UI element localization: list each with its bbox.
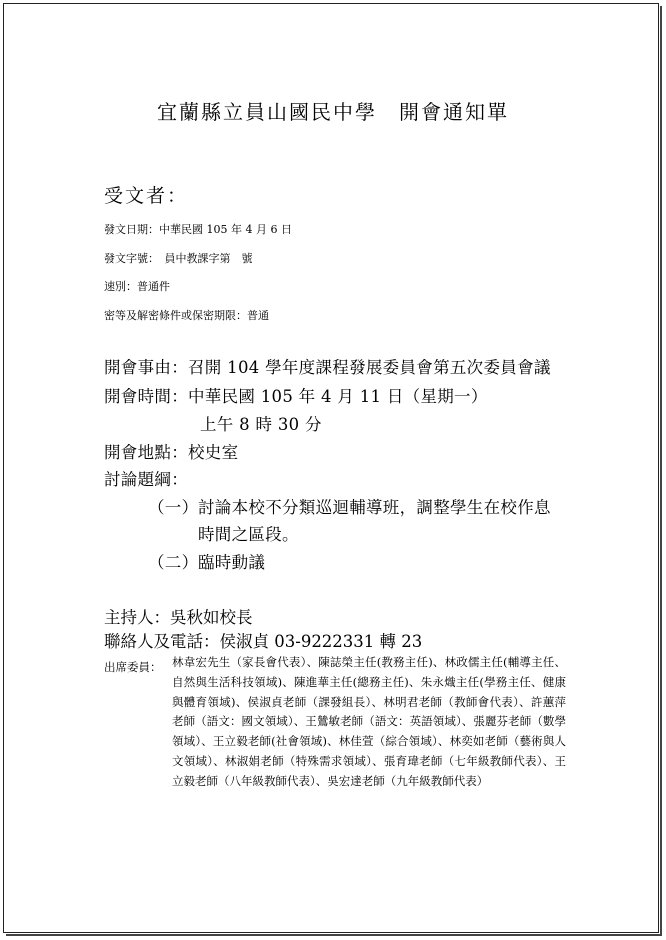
contact-info: 聯絡人及電話：侯淑貞 03-9222331 轉 23: [104, 632, 423, 651]
attendees-list: 林韋宏先生（家長會代表）、陳誌榮主任(教務主任)、林政儒主任(輔導主任、自然與生活科技領域)、陳進華主任(總務主任)、朱永熾主任(學務主任、健康與體育領域)、侯淑貞老師（課發組長）、林明君老師（教師會代表）、許蕙萍老師（語文：國文領域）、王鷥敏老師（語文：英語領域）、張麗芬老師（數學領域）、王立毅老師(社會領域)、林佳萱（綜合領域）、林奕如老師（藝術與人文領域）、林淑娟老師（特殊需求領域）、張育瑋老師（七年級教師代表）、王立毅老師（八年級教師代表）、吳宏達老師（九年級教師代表）: [172, 655, 566, 788]
security-level: 密等及解密條件或保密期限：普通: [104, 309, 269, 322]
agenda-item-text-cont: 時間之區段。: [198, 525, 299, 544]
issue-date: 發文日期：中華民國 105 年 4 月 6 日: [104, 223, 292, 236]
agenda-item-text: 臨時動議: [198, 553, 266, 572]
agenda-item-text: 討論本校不分類巡迴輔導班，調整學生在校作息: [198, 498, 551, 517]
recipient-label: 受文者：: [104, 185, 189, 207]
page-title: [0, 96, 666, 125]
page-border: [3, 3, 659, 933]
agenda-label: 討論題綱：: [104, 470, 188, 489]
school-name: 宜蘭縣立員山國民中學: [157, 100, 377, 124]
meeting-subject: 開會事由：召開 104 學年度課程發展委員會第五次委員會議: [104, 358, 551, 377]
agenda-item-number: （一）: [148, 498, 199, 517]
document-number: 發文字號： 員中教課字第 號: [104, 252, 253, 265]
meeting-time: 開會時間：中華民國 105 年 4 月 11 日（星期一）: [104, 387, 488, 406]
meeting-host: 主持人：吳秋如校長: [104, 608, 253, 627]
agenda-item-number: （二）: [148, 553, 199, 572]
attendees-label: 出席委員：: [104, 660, 162, 674]
meeting-place: 開會地點：校史室: [104, 443, 239, 462]
document-type: 開會通知單: [399, 100, 509, 124]
meeting-time-hour: 上午 8 時 30 分: [200, 415, 322, 434]
delivery-speed: 速別：普通件: [104, 280, 170, 293]
